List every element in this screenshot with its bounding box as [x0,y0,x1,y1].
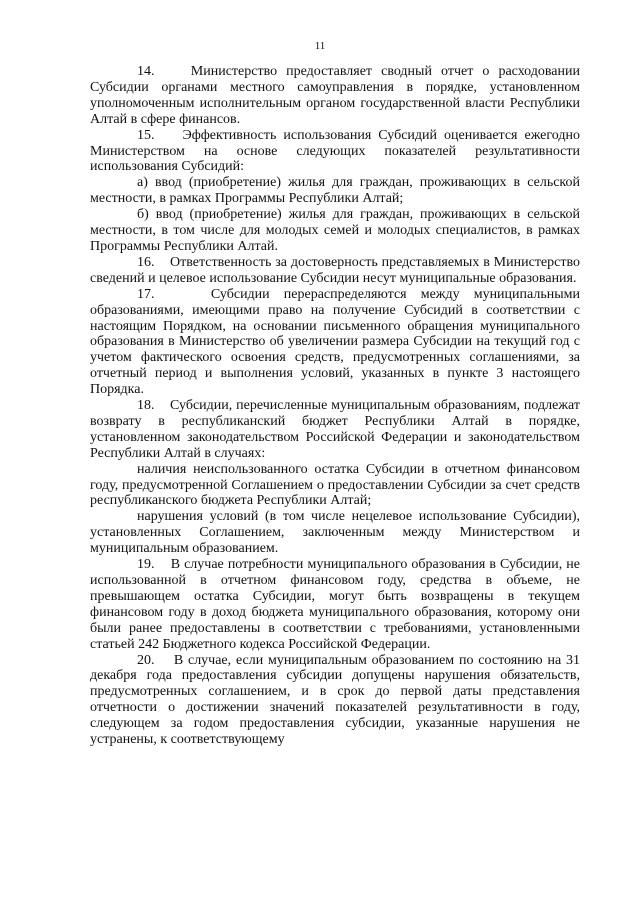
paragraph-18-case-1: наличия неиспользованного остатка Субсидии в отчетном финансовом году, предусмотренной Соглашением о предоставлении Субсидии за счет средств республиканского бюджета Республики Алтай; [90,461,580,509]
paragraph-18: 18. Субсидии, перечисленные муниципальным образованиям, подлежат возврату в республиканский бюджет Республики Алтай в порядке, установленном законодательством Российской Федерации и законодательством Республики Алтай в случаях: [90,398,580,461]
page-number: 11 [314,40,326,52]
paragraph-17: 17. Субсидии перераспределяются между муниципальными образованиями, имеющими право на получение Субсидий в соответствии с настоящим Порядком, на основании письменного обращения муниципального образования в Министерство об увеличении размера Субсидии на текущий год с учетом фактического освоения средств, предусмотренных соглашениями, за отчетный период и выполнения условий, указанных в пункте 3 настоящего Порядка. [90,286,580,398]
paragraph-18-case-2: нарушения условий (в том числе нецелевое использование Субсидии), установленных Соглашением, заключенным между Министерством и муниципальным образованием. [90,509,580,557]
paragraph-14: 14. Министерство предоставляет сводный отчет о расходовании Субсидии органами местного самоуправления в порядке, установленном уполномоченным исполнительным органом государственной власти Республики Алтай в сфере финансов. [90,64,580,127]
paragraph-19: 19. В случае потребности муниципального образования в Субсидии, не использованной в отчетном финансовом году, средства в объеме, не превышающем остатка Субсидии, могут быть возвращены в текущем финансовом году в доход бюджета муниципального образования, которому они были ранее предоставлены в соответствии с требованиями, установленными статьей 242 Бюджетного кодекса Российской Федерации. [90,557,580,652]
paragraph-15: 15. Эффективность использования Субсидий оценивается ежегодно Министерством на основе следующих показателей результативности использования Субсидий: [90,127,580,175]
document-body [90,64,580,748]
paragraph-15-item-b: б) ввод (приобретение) жилья для граждан, проживающих в сельской местности, в том числе для молодых семей и молодых специалистов, в рамках Программы Республики Алтай. [90,207,580,254]
paragraph-16: 16. Ответственность за достоверность представляемых в Министерство сведений и целевое использование Субсидии несут муниципальные образования. [90,254,580,286]
paragraph-20: 20. В случае, если муниципальным образованием по состоянию на 31 декабря года предоставления субсидии допущены нарушения обязательств, предусмотренных соглашением, и в срок до первой даты представления отчетности о достижении значений показателей результативности в году, следующем за годом предоставления субсидии, указанные нарушения не устранены, к соответствующему [90,652,580,748]
paragraph-15-item-a: а) ввод (приобретение) жилья для граждан, проживающих в сельской местности, в рамках Программы Республики Алтай; [90,175,580,207]
